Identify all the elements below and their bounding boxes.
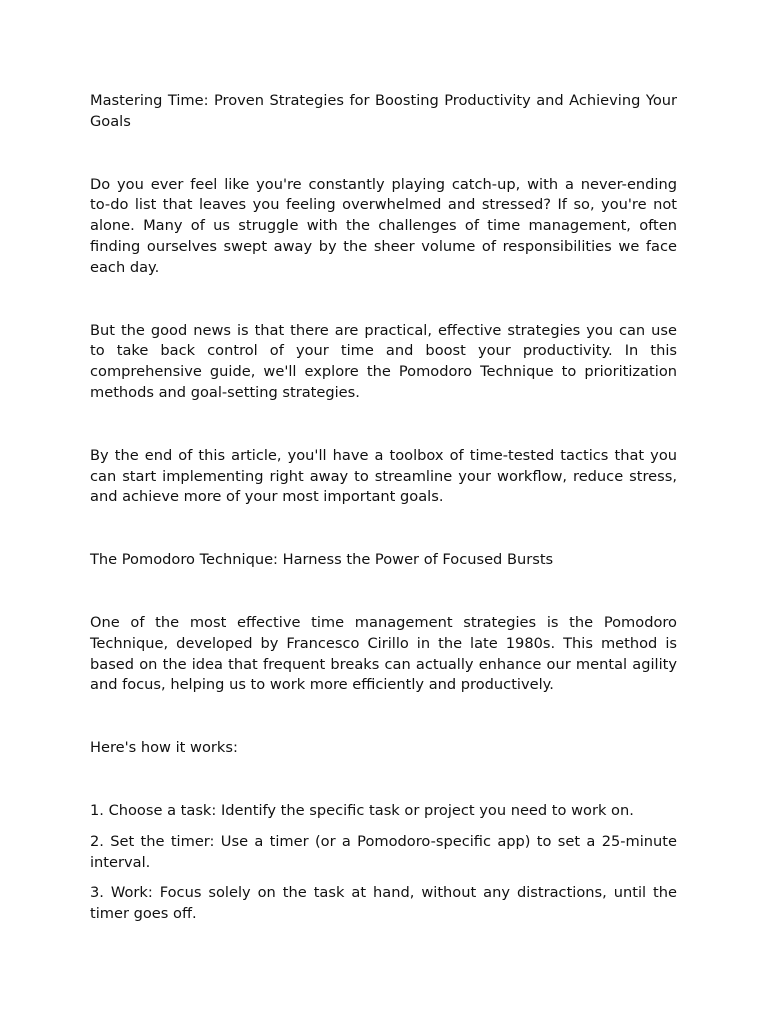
document-page [90,91,677,935]
section-heading: The Pomodoro Technique: Harness the Power of Focused Bursts [90,551,554,569]
intro-paragraph-1: Do you ever feel like you're constantly playing catch-up, with a never-ending to-do list that leaves you feeling overwhelmed and stressed? If so, you're not alone. Many of us struggle with the challenges of time management, often finding ourselves swept away by the sheer volume of responsibilities we face each day. [90,175,677,276]
intro-paragraph-2: But the good news is that there are practical, effective strategies you can use to take back control of your time and boost your productivity. In this comprehensive guide, we'll explore the Pomodoro Technique to prioritization methods and goal-setting strategies. [90,321,677,401]
section-paragraph: One of the most effective time management strategies is the Pomodoro Technique, developed by Francesco Cirillo in the late 1980s. This method is based on the idea that frequent breaks can actually enhance our mental agility and focus, helping us to work more efficiently and productively. [90,613,677,694]
steps-intro: Here's how it works: [90,739,238,757]
step-item: 1. Choose a task: Identify the specific task or project you need to work on. [90,801,634,819]
intro-paragraph-3: By the end of this article, you'll have a toolbox of time-tested tactics that you can start implementing right away to streamline your workflow, reduce stress, and achieve more of your most important goals. [90,446,677,506]
step-item: 2. Set the timer: Use a timer (or a Pomodoro-specific app) to set a 25-minute interval. [90,832,677,871]
step-item: 3. Work: Focus solely on the task at hand, without any distractions, until the timer goes off. [90,884,677,923]
document-title: Mastering Time: Proven Strategies for Boosting Productivity and Achieving Your Goals [90,92,677,130]
